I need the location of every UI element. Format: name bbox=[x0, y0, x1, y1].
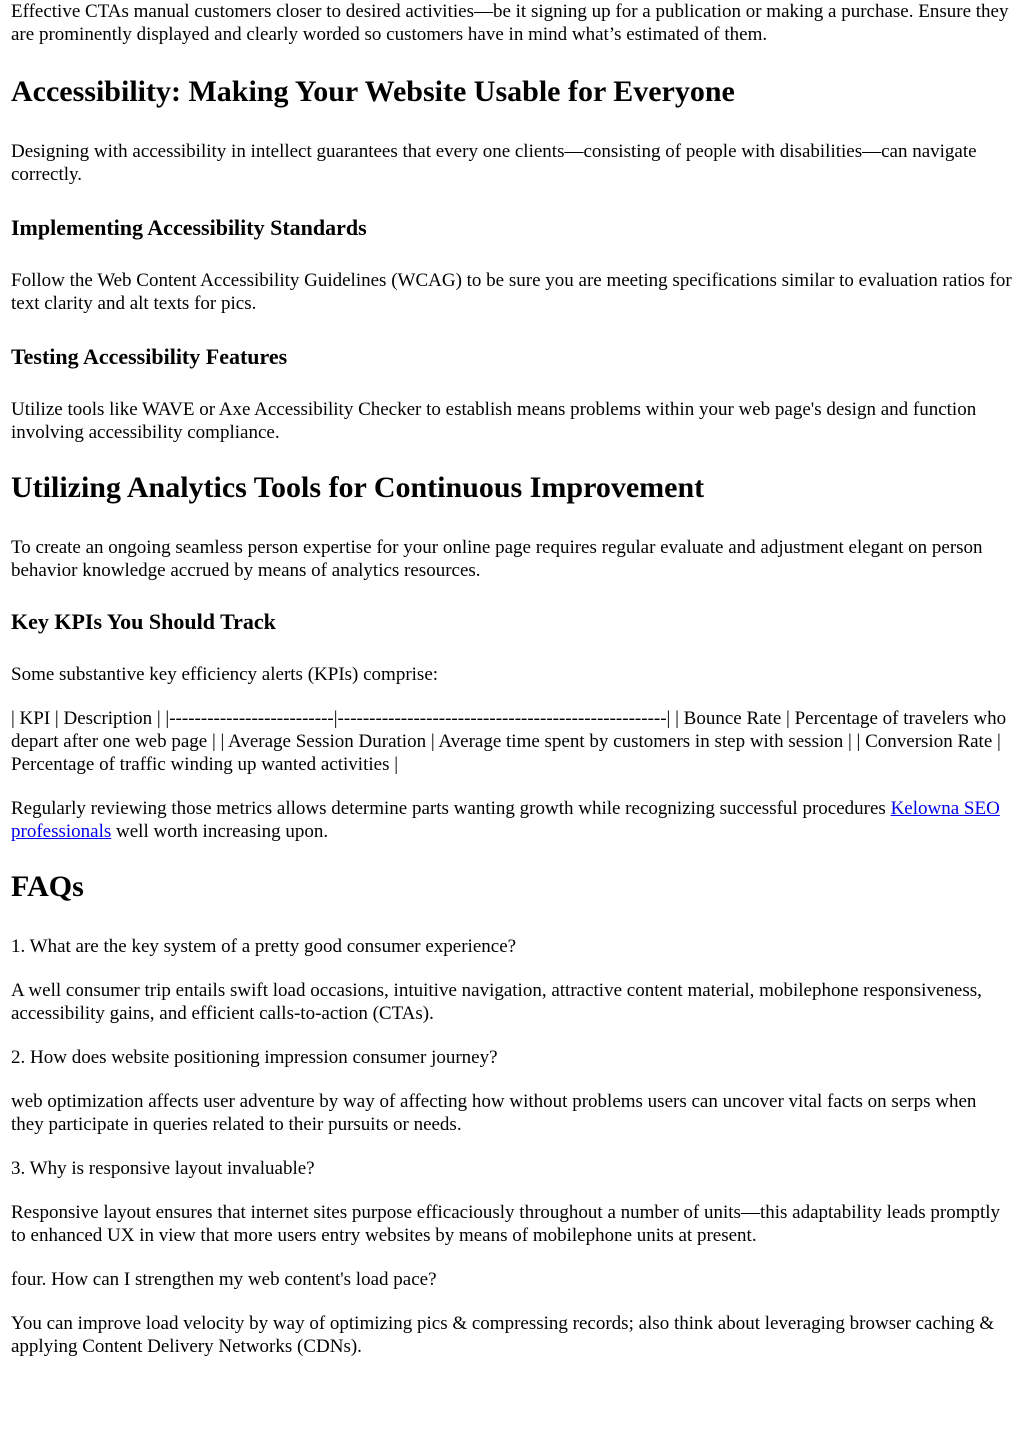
kelowna-seo-link[interactable]: Kelowna SEO professionals bbox=[11, 798, 1000, 842]
kpis-heading: Key KPIs You Should Track bbox=[11, 609, 276, 634]
cta-paragraph: Effective CTAs manual customers closer to desired activities—be it signing up for a publication or making a purchase. Ensure they are prominently displayed and clearly worded so customers have in mind what’s estimated of them. bbox=[11, 1, 1009, 45]
faq-answer-3: Responsive layout ensures that internet sites purpose efficaciously throughout a number of units—this adaptability leads promptly to enhanced UX in view that more users entry websites by means of mobilephone units at present. bbox=[11, 1202, 1001, 1246]
metrics-review-paragraph bbox=[11, 797, 1013, 843]
testing-features-text: Utilize tools like WAVE or Axe Accessibility Checker to establish means problems within your web page's design and function involving accessibility compliance. bbox=[11, 399, 977, 443]
faq-question-1: 1. What are the key system of a pretty good consumer experience? bbox=[11, 936, 517, 957]
faqs-heading: FAQs bbox=[11, 870, 84, 903]
implementing-standards-heading: Implementing Accessibility Standards bbox=[11, 215, 367, 240]
faq-answer-4: You can improve load velocity by way of optimizing pics & compressing records; also think about leveraging browser caching & applying Content Delivery Networks (CDNs). bbox=[11, 1313, 995, 1357]
faq-question-4: four. How can I strengthen my web content's load pace? bbox=[11, 1269, 437, 1290]
metrics-review-text-before: Regularly reviewing those metrics allows determine parts wanting growth while recognizing successful procedures bbox=[11, 798, 891, 819]
analytics-heading: Utilizing Analytics Tools for Continuous Improvement bbox=[11, 471, 705, 504]
accessibility-intro: Designing with accessibility in intellect guarantees that every one clients—consisting of people with disabilities—can navigate correctly. bbox=[11, 141, 977, 185]
kpis-intro: Some substantive key efficiency alerts (KPIs) comprise: bbox=[11, 664, 439, 685]
metrics-review-text-after: well worth increasing upon. bbox=[111, 821, 329, 842]
faq-question-3: 3. Why is responsive layout invaluable? bbox=[11, 1158, 315, 1179]
faq-answer-1: A well consumer trip entails swift load occasions, intuitive navigation, attractive content material, mobilephone responsiveness, accessibility gains, and efficient calls-to-action (CTAs). bbox=[11, 980, 982, 1024]
faq-answer-2: web optimization affects user adventure by way of affecting how without problems users can uncover vital facts on serps when they participate in queries related to their pursuits or needs. bbox=[11, 1091, 977, 1135]
analytics-intro: To create an ongoing seamless person expertise for your online page requires regular evaluate and adjustment elegant on person behavior knowledge accrued by means of analytics resources. bbox=[11, 537, 983, 581]
accessibility-heading: Accessibility: Making Your Website Usable for Everyone bbox=[11, 75, 735, 108]
testing-features-heading: Testing Accessibility Features bbox=[11, 344, 288, 369]
implementing-standards-text: Follow the Web Content Accessibility Guidelines (WCAG) to be sure you are meeting specifications similar to evaluation ratios for text clarity and alt texts for pics. bbox=[11, 270, 1012, 314]
faq-question-2: 2. How does website positioning impression consumer journey? bbox=[11, 1047, 498, 1068]
kpi-table-text: | KPI | Description | |--------------------------|----------------------------------------------------| | Bounce Rate | Percentage of travelers who depart after one web page | | Average Session Duration | Average time spent by customers in step with session | | Conversion Rate | Percentage of traffic winding up wanted activities | bbox=[11, 708, 1007, 775]
